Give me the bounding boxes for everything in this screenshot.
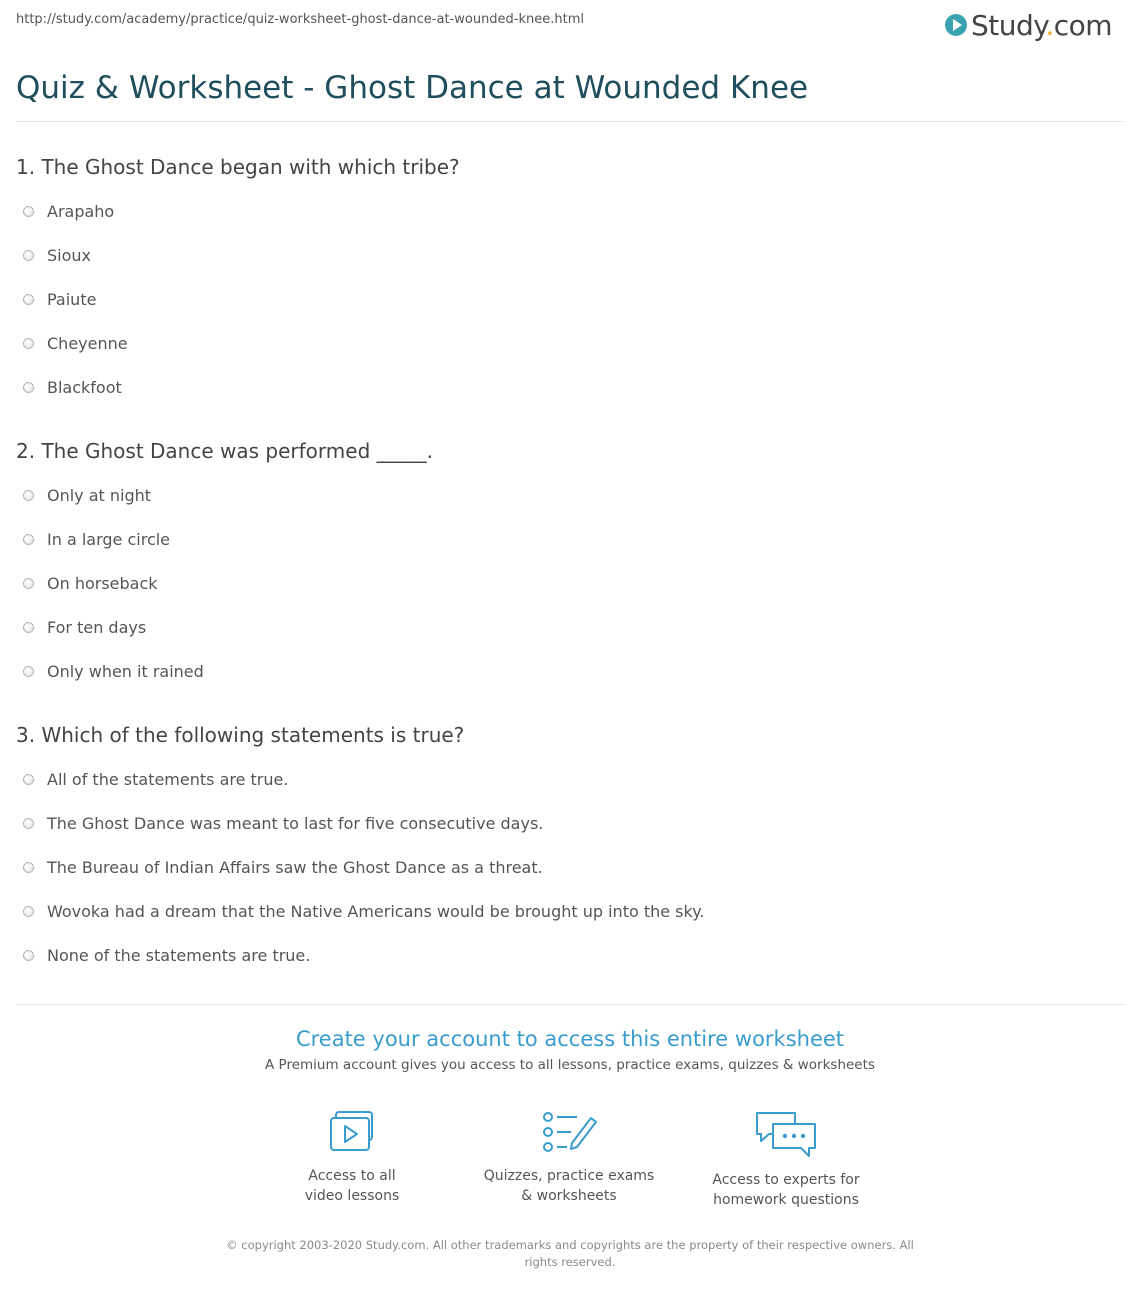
feature-experts <box>686 1110 886 1210</box>
option-label: Wovoka had a dream that the Native Americans would be brought up into the sky. <box>47 902 705 921</box>
logo-word: Study <box>971 8 1046 42</box>
option-label: For ten days <box>47 618 147 637</box>
page-title: Quiz & Worksheet - Ghost Dance at Wounded Knee <box>16 70 809 106</box>
question-1-text: 1. The Ghost Dance began with which tribe? <box>16 155 460 179</box>
option-label: Only when it rained <box>47 662 204 681</box>
option-label: Paiute <box>47 290 97 309</box>
radio-icon[interactable] <box>23 490 34 501</box>
question-3-text: 3. Which of the following statements is true? <box>16 723 465 747</box>
study-logo[interactable] <box>945 8 1112 42</box>
create-account-link[interactable]: Create your account to access this entire worksheet <box>295 1027 845 1051</box>
cta-divider <box>16 1004 1124 1005</box>
option-label: All of the statements are true. <box>47 770 289 789</box>
option-label: None of the statements are true. <box>47 946 311 965</box>
radio-icon[interactable] <box>23 906 34 917</box>
radio-icon[interactable] <box>23 338 34 349</box>
logo-text <box>971 9 1112 42</box>
quiz-checklist-icon <box>539 1110 599 1156</box>
copyright-footer: © copyright 2003-2020 Study.com. All other trademarks and copyrights are the property of their respective owners. All rights reserved. <box>226 1238 914 1269</box>
option-label: The Ghost Dance was meant to last for five consecutive days. <box>47 814 544 833</box>
radio-icon[interactable] <box>23 294 34 305</box>
radio-icon[interactable] <box>23 862 34 873</box>
radio-icon[interactable] <box>23 534 34 545</box>
play-logo-icon <box>945 14 967 36</box>
radio-icon[interactable] <box>23 818 34 829</box>
video-lesson-icon <box>322 1110 382 1156</box>
feature-label: Access to all video lessons <box>304 1168 400 1204</box>
premium-description: A Premium account gives you access to all lessons, practice exams, quizzes & worksheets <box>265 1057 875 1073</box>
question-2-text: 2. The Ghost Dance was performed _____. <box>16 439 433 463</box>
radio-icon[interactable] <box>23 774 34 785</box>
radio-icon[interactable] <box>23 250 34 261</box>
option-label: Arapaho <box>47 202 115 221</box>
page-url: http://study.com/academy/practice/quiz-worksheet-ghost-dance-at-wounded-knee.html <box>16 12 585 27</box>
radio-icon[interactable] <box>23 578 34 589</box>
radio-icon[interactable] <box>23 382 34 393</box>
option-label: On horseback <box>47 574 158 593</box>
feature-quizzes <box>469 1110 669 1206</box>
option-label: Only at night <box>47 486 152 505</box>
chat-bubbles-icon <box>753 1110 819 1160</box>
logo-suffix: com <box>1053 8 1113 42</box>
option-label: Blackfoot <box>47 378 122 397</box>
title-divider <box>16 121 1124 122</box>
option-label: Cheyenne <box>47 334 128 353</box>
feature-label: Quizzes, practice exams & worksheets <box>483 1168 655 1204</box>
option-label: The Bureau of Indian Affairs saw the Ghost Dance as a threat. <box>47 858 543 877</box>
option-label: Sioux <box>47 246 91 265</box>
feature-label: Access to experts for homework questions <box>712 1172 860 1208</box>
feature-video-lessons <box>252 1110 452 1206</box>
radio-icon[interactable] <box>23 666 34 677</box>
radio-icon[interactable] <box>23 206 34 217</box>
radio-icon[interactable] <box>23 950 34 961</box>
option-label: In a large circle <box>47 530 171 549</box>
radio-icon[interactable] <box>23 622 34 633</box>
logo-dot: . <box>1045 8 1054 42</box>
